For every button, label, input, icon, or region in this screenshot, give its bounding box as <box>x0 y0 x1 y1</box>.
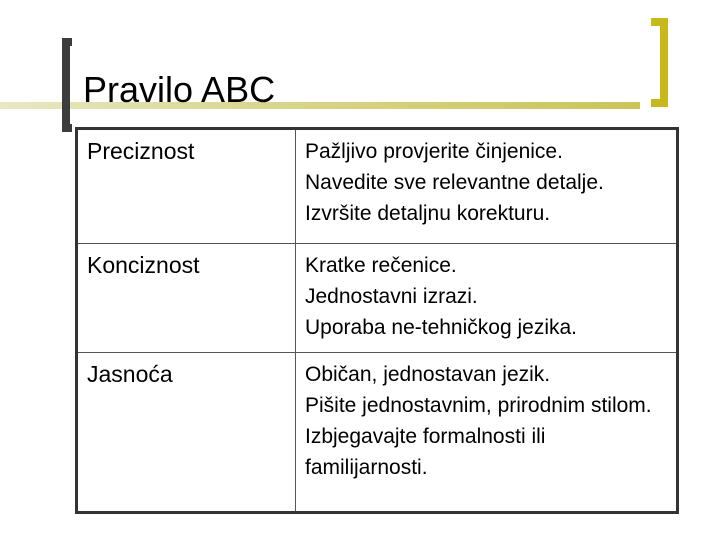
table-row-preciznost <box>77 129 678 244</box>
abc-rule-table <box>75 127 679 514</box>
description-line: Navedite sve relevantne detalje. <box>305 171 604 194</box>
description-line: Kratke rečenice. <box>305 254 457 277</box>
left-bracket-decoration <box>62 38 72 132</box>
description-cell <box>296 244 678 353</box>
description-line: Izvršite detaljnu korekturu. <box>305 202 551 225</box>
description-line: Običan, jednostavan jezik. <box>305 363 551 386</box>
description-line: Izbjegavajte formalnosti ili familijarnosti. <box>305 425 546 479</box>
description-line: Jednostavni izrazi. <box>305 285 478 308</box>
slide-title: Pravilo ABC <box>83 69 276 110</box>
term-cell: Jasnoća <box>77 353 296 513</box>
description-cell <box>296 129 678 244</box>
description-cell <box>296 353 678 513</box>
table-row-jasnoca <box>77 353 678 513</box>
description-line: Pišite jednostavnim, prirodnim stilom. <box>305 394 652 417</box>
term-cell: Konciznost <box>77 244 296 353</box>
description-line: Uporaba ne-tehničkog jezika. <box>305 316 577 339</box>
right-bracket-decoration <box>651 18 668 107</box>
term-cell: Preciznost <box>77 129 296 244</box>
description-line: Pažljivo provjerite činjenice. <box>305 140 563 163</box>
table-row-konciznost <box>77 244 678 353</box>
